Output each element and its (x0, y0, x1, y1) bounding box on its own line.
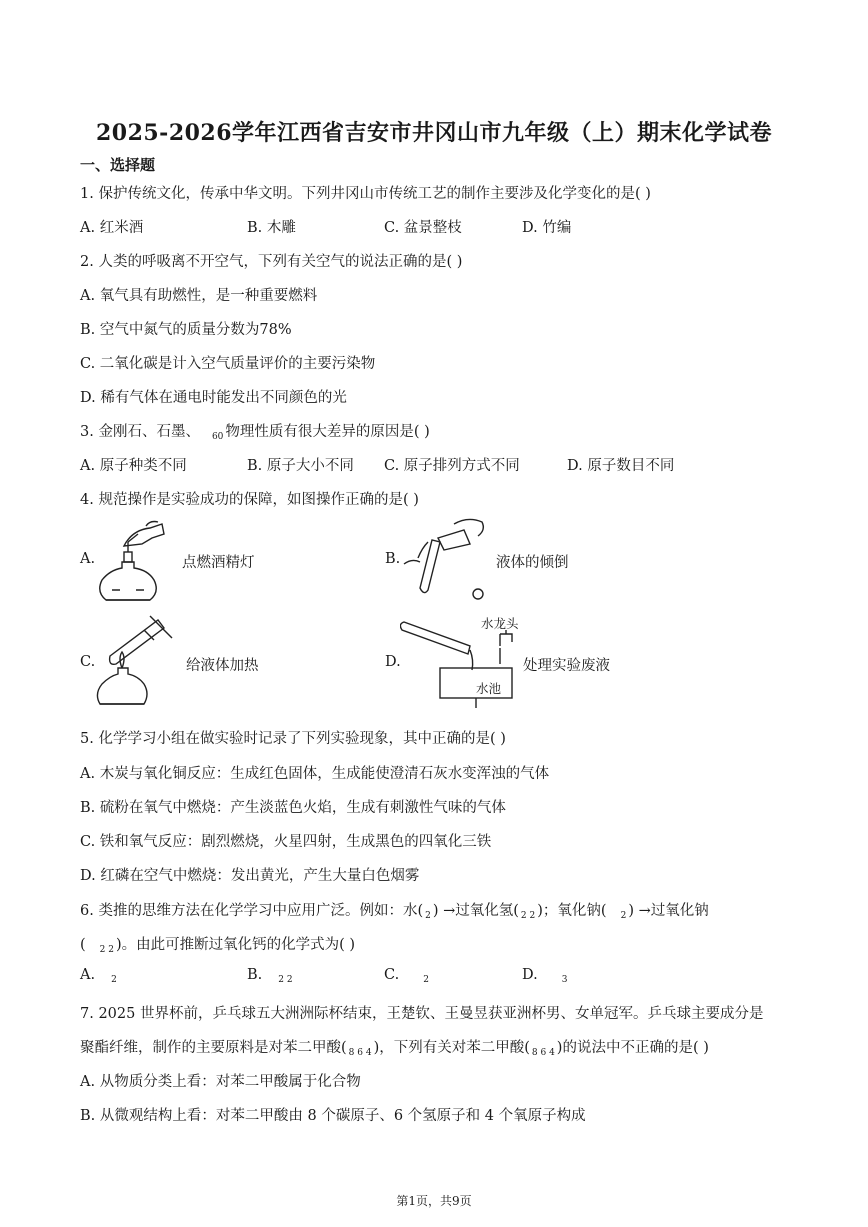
q6-option-c: C. $_2$ (384, 967, 429, 985)
q5-option-d: D. 红磷在空气中燃烧：发出黄光，产生大量白色烟雾 (80, 868, 420, 884)
question-2-stem: 2. 人类的呼吸离不开空气，下列有关空气的说法正确的是( ) (80, 254, 463, 270)
q1-option-d: D. 竹编 (522, 220, 572, 236)
question-5-stem: 5. 化学学习小组在做实验时记录了下列实验现象，其中正确的是( ) (80, 731, 506, 747)
tap-label: 水龙头 (481, 616, 519, 631)
q2-option-b: B. 空气中氮气的质量分数为78% (80, 322, 292, 338)
question-4-stem: 4. 规范操作是实验成功的保障，如图操作正确的是( ) (80, 492, 419, 508)
q4-option-d-letter: D. (385, 654, 401, 670)
q1-option-a: A. 红米酒 (80, 220, 144, 236)
pouring-liquid-figure (398, 514, 494, 604)
page-footer: 第1页，共9页 (396, 1194, 472, 1208)
q3-option-b: B. 原子大小不同 (247, 458, 354, 474)
q5-option-b: B. 硫粉在氧气中燃烧：产生淡蓝色火焰，生成有刺激性气味的气体 (80, 800, 506, 816)
q4-option-b-letter: B. (385, 551, 401, 567)
q4-option-b-caption: 液体的倾倒 (496, 555, 569, 571)
q4-option-a-caption: 点燃酒精灯 (182, 555, 255, 571)
question-1-stem: 1. 保护传统文化，传承中华文明。下列井冈山市传统工艺的制作主要涉及化学变化的是( ) (80, 186, 651, 202)
question-3-stem: 3. 金刚石、石墨、 $_{60}$ 物理性质有很大差异的原因是( ) (80, 424, 430, 442)
q1-option-c: C. 盆景整枝 (384, 220, 462, 236)
lighting-lamp-figure (92, 520, 184, 604)
q4-option-a-letter: A. (80, 551, 96, 567)
section-heading: 一、选择题 (80, 156, 156, 174)
question-6-line-2: ( $_{2 2}$ )。由此可推断过氧化钙的化学式为( ) (80, 937, 356, 955)
q2-option-a: A. 氧气具有助燃性，是一种重要燃料 (80, 288, 318, 304)
q7-option-b: B. 从微观结构上看：对苯二甲酸由 8 个碳原子、6 个氢原子和 4 个氧原子构成 (80, 1108, 586, 1124)
question-7-line-2: 聚酯纤维，制作的主要原料是对苯二甲酸( $_{8 6 4}$ )，下列有关对苯二甲酸( $_{8 6 4}$ )的说法中不正确的是( ) (80, 1040, 709, 1058)
q3-option-d: D. 原子数目不同 (567, 458, 675, 474)
q2-option-c: C. 二氧化碳是计入空气质量评价的主要污染物 (80, 356, 376, 372)
q3-option-c: C. 原子排列方式不同 (384, 458, 520, 474)
question-7-line-1: 7. 2025 世界杯前，乒乓球五大洲洲际杯结束，王楚钦、王曼昱获亚洲杯男、女单冠军。乒乓球主要成分是 (80, 1006, 764, 1022)
heating-liquid-figure (92, 612, 188, 712)
page-title: 2025-2026学年江西省吉安市井冈山市九年级（上）期末化学试卷 (95, 120, 773, 146)
q4-option-c-letter: C. (80, 654, 96, 670)
question-6-line-1: 6. 类推的思维方法在化学学习中应用广泛。例如：水( $_2$ ) →过氧化氢( $_{2 2}$ )；氧化钠( $_2$ ) →过氧化钠 (80, 903, 709, 921)
q6-option-b: B. $_{2 2}$ (247, 967, 293, 985)
q5-option-c: C. 铁和氧气反应：剧烈燃烧，火星四射，生成黑色的四氧化三铁 (80, 834, 492, 850)
q3-option-a: A. 原子种类不同 (80, 458, 187, 474)
q5-option-a: A. 木炭与氧化铜反应：生成红色固体，生成能使澄清石灰水变浑浊的气体 (80, 766, 550, 782)
q4-option-d-caption: 处理实验废液 (523, 658, 610, 674)
q2-option-d: D. 稀有气体在通电时能发出不同颜色的光 (80, 390, 347, 406)
q6-option-a: A. $_2$ (80, 967, 117, 985)
q7-option-a: A. 从物质分类上看：对苯二甲酸属于化合物 (80, 1074, 361, 1090)
q1-option-b: B. 木雕 (247, 220, 296, 236)
q4-option-c-caption: 给液体加热 (186, 658, 259, 674)
sink-label: 水池 (476, 681, 502, 696)
q6-option-d: D. $_3$ (522, 967, 568, 985)
